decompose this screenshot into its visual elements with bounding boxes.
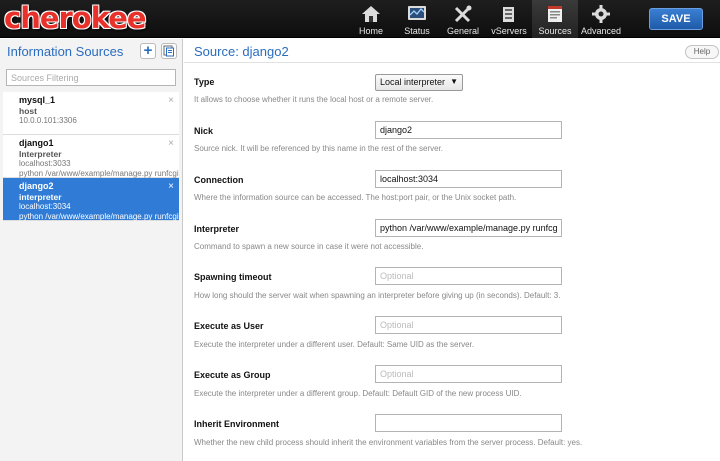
- nav-general[interactable]: [440, 0, 486, 38]
- status-icon: [407, 4, 427, 24]
- source-detail: localhost:3033: [19, 159, 71, 168]
- interpreter-input[interactable]: [375, 219, 562, 237]
- connection-label: Connection: [194, 175, 244, 185]
- sources-filter-input[interactable]: [6, 69, 176, 86]
- group-input[interactable]: [375, 365, 562, 383]
- nav-home-label: Home: [358, 26, 383, 36]
- home-icon: [361, 4, 381, 24]
- nav-vservers[interactable]: [486, 0, 532, 38]
- source-detail: localhost:3034: [19, 202, 71, 211]
- sources-sidebar: [0, 39, 183, 461]
- type-select[interactable]: [375, 74, 463, 91]
- nick-label: Nick: [194, 126, 214, 136]
- sources-icon: [545, 4, 565, 24]
- nav-sources-label: Sources: [538, 26, 572, 36]
- page-title: Source: django2: [194, 44, 289, 59]
- connection-input[interactable]: [375, 170, 562, 188]
- source-name: django2: [19, 181, 54, 191]
- nav-home[interactable]: [348, 0, 394, 38]
- nav-sources[interactable]: [532, 0, 578, 38]
- env-input[interactable]: [375, 414, 562, 432]
- remove-source-icon[interactable]: ×: [168, 138, 174, 149]
- user-label: Execute as User: [194, 321, 264, 331]
- group-description: Execute the interpreter under a different group. Default: Default GID of the new process UID.: [194, 389, 522, 398]
- source-editor: [184, 39, 720, 461]
- nav-general-label: General: [446, 26, 480, 36]
- source-name: mysql_1: [19, 95, 56, 105]
- tools-icon: [453, 4, 473, 24]
- interpreter-description: Command to spawn a new source in case it were not accessible.: [194, 242, 424, 251]
- group-label: Execute as Group: [194, 370, 271, 380]
- source-type: Interpreter: [19, 149, 62, 159]
- source-command: python /var/www/example/manage.py runfcgi: [19, 169, 179, 178]
- env-label: Inherit Environment: [194, 419, 280, 429]
- vservers-icon: [499, 4, 519, 24]
- top-bar: [0, 0, 720, 38]
- remove-source-icon[interactable]: ×: [168, 181, 174, 192]
- type-description: It allows to choose whether it runs the local host or a remote server.: [194, 95, 434, 104]
- main-nav: [348, 0, 624, 38]
- type-label: Type: [194, 77, 215, 87]
- nav-advanced[interactable]: [578, 0, 624, 38]
- list-item[interactable]: [3, 135, 179, 178]
- nav-status-label: Status: [404, 26, 430, 36]
- timeout-description: How long should the server wait when spawning an interpreter before giving up (in seconds). Default: 3.: [194, 291, 561, 300]
- remove-source-icon[interactable]: ×: [168, 95, 174, 106]
- interpreter-label: Interpreter: [194, 224, 240, 234]
- source-detail: 10.0.0.101:3306: [19, 116, 77, 125]
- source-name: django1: [19, 138, 54, 148]
- add-source-button[interactable]: +: [140, 43, 156, 59]
- user-description: Execute the interpreter under a different user. Default: Same UID as the server.: [194, 340, 474, 349]
- nav-vservers-label: vServers: [491, 26, 527, 36]
- help-button[interactable]: Help: [685, 45, 719, 59]
- user-input[interactable]: [375, 316, 562, 334]
- editor-header: [184, 39, 720, 63]
- list-item-selected[interactable]: [3, 178, 179, 221]
- clone-icon: [162, 44, 176, 58]
- nick-description: Source nick. It will be referenced by this name in the rest of the server.: [194, 144, 444, 153]
- sidebar-title: Information Sources: [7, 44, 124, 59]
- dropdown-arrow-icon: ▼: [450, 77, 458, 86]
- nick-input[interactable]: [375, 121, 562, 139]
- env-description: Whether the new child process should inherit the environment variables from the server process. Default: yes.: [194, 438, 583, 447]
- sources-list: [3, 92, 179, 221]
- gear-icon: [591, 4, 611, 24]
- connection-description: Where the information source can be accessed. The host:port pair, or the Unix socket path.: [194, 193, 517, 202]
- nav-advanced-label: Advanced: [580, 26, 622, 36]
- save-button[interactable]: SAVE: [649, 8, 703, 30]
- source-type: host: [19, 106, 37, 116]
- timeout-label: Spawning timeout: [194, 272, 272, 282]
- source-type: interpreter: [19, 192, 62, 202]
- nav-status[interactable]: [394, 0, 440, 38]
- clone-source-button[interactable]: [161, 43, 177, 59]
- type-select-value: Local interpreter: [380, 77, 446, 87]
- list-item[interactable]: [3, 92, 179, 135]
- source-command: python /var/www/example/manage.py runfcgi: [19, 212, 179, 221]
- timeout-input[interactable]: [375, 267, 562, 285]
- cherokee-logo[interactable]: cherokee: [4, 1, 146, 35]
